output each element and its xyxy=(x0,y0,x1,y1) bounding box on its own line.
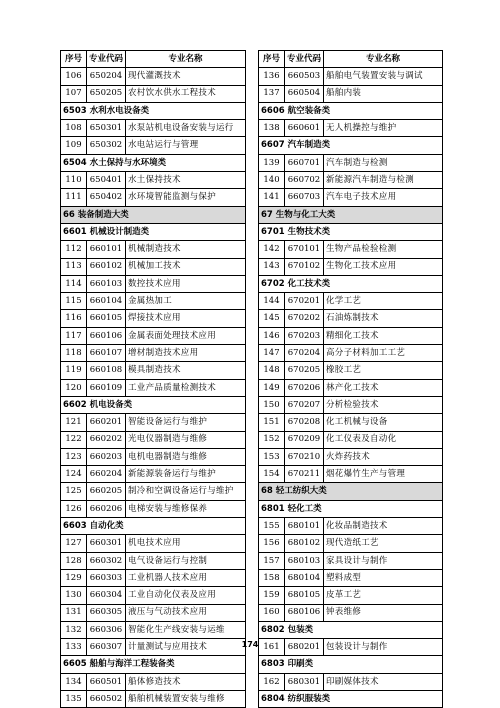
row-code: 660109 xyxy=(87,379,126,396)
row-code: 660102 xyxy=(87,258,126,275)
row-name: 模具制造技术 xyxy=(126,362,246,379)
header-code: 专业代码 xyxy=(87,51,126,68)
table-row xyxy=(61,500,246,517)
row-seq: 149 xyxy=(259,379,285,396)
row-seq: 124 xyxy=(61,466,87,483)
row-seq: 108 xyxy=(61,120,87,137)
row-code: 660601 xyxy=(285,120,324,137)
table-row xyxy=(259,189,443,206)
table-row xyxy=(61,293,246,310)
row-name: 钟表维修 xyxy=(324,604,443,621)
row-name: 烟花爆竹生产与管理 xyxy=(324,466,443,483)
row-code: 660701 xyxy=(285,154,324,171)
row-seq: 148 xyxy=(259,362,285,379)
row-seq: 150 xyxy=(259,396,285,413)
row-name: 生物化工技术应用 xyxy=(324,258,443,275)
row-name: 金属热加工 xyxy=(126,293,246,310)
category-class-label: 6606 航空装备类 xyxy=(259,102,443,119)
row-seq: 156 xyxy=(259,535,285,552)
row-name: 增材制造技术应用 xyxy=(126,345,246,362)
row-seq: 159 xyxy=(259,587,285,604)
table-row xyxy=(259,258,443,275)
row-name: 工业自动化仪表及应用 xyxy=(126,587,246,604)
row-code: 660304 xyxy=(87,587,126,604)
row-name: 水土保持技术 xyxy=(126,172,246,189)
row-seq: 126 xyxy=(61,500,87,517)
row-seq: 116 xyxy=(61,310,87,327)
row-seq: 127 xyxy=(61,535,87,552)
row-code: 660301 xyxy=(87,535,126,552)
row-seq: 134 xyxy=(61,673,87,690)
row-name: 石油炼制技术 xyxy=(324,310,443,327)
row-code: 660702 xyxy=(285,172,324,189)
row-code: 670101 xyxy=(285,241,324,258)
row-code: 670202 xyxy=(285,310,324,327)
row-seq: 113 xyxy=(61,258,87,275)
row-seq: 129 xyxy=(61,569,87,586)
row-seq: 143 xyxy=(259,258,285,275)
category-class-label: 6607 汽车制造类 xyxy=(259,137,443,154)
category-class-label: 6605 船舶与海洋工程装备类 xyxy=(61,656,246,673)
row-name: 金属表面处理技术应用 xyxy=(126,327,246,344)
table-row xyxy=(61,431,246,448)
row-name: 化工仪表及自动化 xyxy=(324,431,443,448)
row-code: 680201 xyxy=(285,639,324,656)
table-row xyxy=(259,466,443,483)
row-seq: 136 xyxy=(259,68,285,85)
row-seq: 141 xyxy=(259,189,285,206)
row-name: 工业产品质量检测技术 xyxy=(126,379,246,396)
row-code: 680101 xyxy=(285,518,324,535)
category-class-label: 6802 包装类 xyxy=(259,621,443,638)
right-major-table xyxy=(258,50,443,708)
row-name: 光电仪器制造与维修 xyxy=(126,431,246,448)
table-row xyxy=(61,673,246,690)
row-seq: 130 xyxy=(61,587,87,604)
row-code: 660203 xyxy=(87,448,126,465)
row-seq: 107 xyxy=(61,85,87,102)
row-name: 机电技术应用 xyxy=(126,535,246,552)
row-code: 670207 xyxy=(285,396,324,413)
row-code: 680102 xyxy=(285,535,324,552)
row-name: 电气设备运行与控制 xyxy=(126,552,246,569)
category-class-row xyxy=(259,102,443,119)
row-code: 670205 xyxy=(285,362,324,379)
header-code: 专业代码 xyxy=(285,51,324,68)
row-seq: 117 xyxy=(61,327,87,344)
category-class-label: 6603 自动化类 xyxy=(61,518,246,535)
table-row xyxy=(61,569,246,586)
row-code: 670102 xyxy=(285,258,324,275)
table-row xyxy=(61,327,246,344)
row-name: 液压与气动技术应用 xyxy=(126,604,246,621)
row-name: 汽车制造与检测 xyxy=(324,154,443,171)
header-seq: 序号 xyxy=(259,51,285,68)
table-row xyxy=(259,379,443,396)
table-row xyxy=(259,241,443,258)
row-code: 670211 xyxy=(285,466,324,483)
row-code: 680103 xyxy=(285,552,324,569)
row-name: 智能化生产线安装与运维 xyxy=(126,621,246,638)
category-class-row xyxy=(61,154,246,171)
row-code: 660101 xyxy=(87,241,126,258)
table-row xyxy=(61,68,246,85)
row-name: 新能源汽车制造与检测 xyxy=(324,172,443,189)
row-code: 660202 xyxy=(87,431,126,448)
category-group-row xyxy=(259,483,443,500)
row-code: 660502 xyxy=(87,690,126,707)
row-name: 新能源装备运行与维护 xyxy=(126,466,246,483)
row-code: 660703 xyxy=(285,189,324,206)
row-code: 670206 xyxy=(285,379,324,396)
category-class-label: 6801 轻化工类 xyxy=(259,500,443,517)
row-name: 化学工艺 xyxy=(324,293,443,310)
category-class-row xyxy=(259,500,443,517)
row-name: 汽车电子技术应用 xyxy=(324,189,443,206)
row-code: 660303 xyxy=(87,569,126,586)
row-seq: 144 xyxy=(259,293,285,310)
row-code: 680105 xyxy=(285,587,324,604)
row-code: 660306 xyxy=(87,621,126,638)
table-row xyxy=(259,604,443,621)
row-code: 660307 xyxy=(87,639,126,656)
category-class-label: 6803 印刷类 xyxy=(259,656,443,673)
row-name: 电机电器制造与维修 xyxy=(126,448,246,465)
row-name: 塑料成型 xyxy=(324,569,443,586)
row-name: 橡胶工艺 xyxy=(324,362,443,379)
table-row xyxy=(259,120,443,137)
row-seq: 146 xyxy=(259,327,285,344)
row-seq: 121 xyxy=(61,414,87,431)
category-class-label: 6702 化工技术类 xyxy=(259,275,443,292)
row-name: 分析检验技术 xyxy=(324,396,443,413)
table-row xyxy=(259,552,443,569)
row-name: 机械加工技术 xyxy=(126,258,246,275)
row-name: 焊接技术应用 xyxy=(126,310,246,327)
row-name: 家具设计与制作 xyxy=(324,552,443,569)
table-row xyxy=(259,569,443,586)
row-seq: 152 xyxy=(259,431,285,448)
row-seq: 115 xyxy=(61,293,87,310)
row-code: 680104 xyxy=(285,569,324,586)
row-code: 670208 xyxy=(285,414,324,431)
row-name: 皮革工艺 xyxy=(324,587,443,604)
row-seq: 161 xyxy=(259,639,285,656)
row-name: 智能设备运行与维护 xyxy=(126,414,246,431)
category-class-row xyxy=(61,518,246,535)
row-code: 660204 xyxy=(87,466,126,483)
table-row xyxy=(61,621,246,638)
category-class-row xyxy=(259,690,443,707)
table-row xyxy=(259,535,443,552)
row-code: 670204 xyxy=(285,345,324,362)
row-name: 船舶内装 xyxy=(324,85,443,102)
category-class-row xyxy=(259,621,443,638)
table-row xyxy=(61,258,246,275)
row-code: 660105 xyxy=(87,310,126,327)
row-code: 660206 xyxy=(87,500,126,517)
row-seq: 109 xyxy=(61,137,87,154)
row-seq: 151 xyxy=(259,414,285,431)
category-group-label: 66 装备制造大类 xyxy=(61,206,246,223)
table-row xyxy=(61,535,246,552)
row-name: 计量测试与应用技术 xyxy=(126,639,246,656)
category-class-label: 6602 机电设备类 xyxy=(61,396,246,413)
category-group-label: 67 生物与化工大类 xyxy=(259,206,443,223)
table-row xyxy=(61,275,246,292)
row-code: 660504 xyxy=(285,85,324,102)
table-row xyxy=(61,172,246,189)
row-code: 650204 xyxy=(87,68,126,85)
page-number: 174 xyxy=(241,640,259,649)
table-row xyxy=(61,552,246,569)
table-row xyxy=(61,587,246,604)
row-seq: 154 xyxy=(259,466,285,483)
row-name: 水环境智能监测与保护 xyxy=(126,189,246,206)
row-seq: 153 xyxy=(259,448,285,465)
row-name: 工业机器人技术应用 xyxy=(126,569,246,586)
table-row xyxy=(61,120,246,137)
table-row xyxy=(61,137,246,154)
table-row xyxy=(259,293,443,310)
table-row xyxy=(259,327,443,344)
row-code: 660503 xyxy=(285,68,324,85)
category-class-row xyxy=(61,656,246,673)
table-row xyxy=(259,362,443,379)
row-code: 660501 xyxy=(87,673,126,690)
row-seq: 131 xyxy=(61,604,87,621)
row-seq: 123 xyxy=(61,448,87,465)
table-row xyxy=(259,587,443,604)
row-code: 660106 xyxy=(87,327,126,344)
category-class-row xyxy=(259,275,443,292)
row-name: 船舶机械装置安装与维修 xyxy=(126,690,246,707)
category-class-row xyxy=(259,137,443,154)
row-name: 林产化工技术 xyxy=(324,379,443,396)
row-seq: 158 xyxy=(259,569,285,586)
row-name: 无人机操控与维护 xyxy=(324,120,443,137)
row-code: 680106 xyxy=(285,604,324,621)
row-code: 660201 xyxy=(87,414,126,431)
row-seq: 122 xyxy=(61,431,87,448)
table-row xyxy=(259,396,443,413)
table-row xyxy=(61,466,246,483)
row-name: 化妆品制造技术 xyxy=(324,518,443,535)
category-group-label: 68 轻工纺织大类 xyxy=(259,483,443,500)
row-seq: 112 xyxy=(61,241,87,258)
row-seq: 147 xyxy=(259,345,285,362)
row-name: 水泵站机电设备安装与运行 xyxy=(126,120,246,137)
category-class-label: 6601 机械设计制造类 xyxy=(61,223,246,240)
row-seq: 138 xyxy=(259,120,285,137)
row-name: 包装设计与制作 xyxy=(324,639,443,656)
row-code: 650205 xyxy=(87,85,126,102)
category-class-row xyxy=(259,656,443,673)
category-class-label: 6504 水土保持与水环境类 xyxy=(61,154,246,171)
table-row xyxy=(61,85,246,102)
row-code: 670210 xyxy=(285,448,324,465)
row-seq: 125 xyxy=(61,483,87,500)
row-name: 船舶电气装置安装与调试 xyxy=(324,68,443,85)
table-row xyxy=(61,310,246,327)
row-name: 印刷媒体技术 xyxy=(324,673,443,690)
row-name: 生物产品检验检测 xyxy=(324,241,443,258)
table-row xyxy=(61,241,246,258)
left-major-table xyxy=(60,50,246,708)
category-class-row xyxy=(259,223,443,240)
table-row xyxy=(259,518,443,535)
row-name: 机械制造技术 xyxy=(126,241,246,258)
category-class-row xyxy=(61,102,246,119)
row-name: 现代灌溉技术 xyxy=(126,68,246,85)
table-row xyxy=(259,154,443,171)
row-seq: 155 xyxy=(259,518,285,535)
table-row xyxy=(259,345,443,362)
row-code: 660107 xyxy=(87,345,126,362)
category-class-row xyxy=(61,223,246,240)
header-name: 专业名称 xyxy=(324,51,443,68)
table-row xyxy=(61,345,246,362)
category-class-label: 6503 水利水电设备类 xyxy=(61,102,246,119)
row-code: 660205 xyxy=(87,483,126,500)
row-code: 660108 xyxy=(87,362,126,379)
table-row xyxy=(61,483,246,500)
table-row xyxy=(61,189,246,206)
row-seq: 120 xyxy=(61,379,87,396)
table-row xyxy=(61,604,246,621)
table-row xyxy=(259,414,443,431)
table-row xyxy=(61,362,246,379)
row-seq: 106 xyxy=(61,68,87,85)
header-name: 专业名称 xyxy=(126,51,246,68)
row-seq: 114 xyxy=(61,275,87,292)
table-row xyxy=(61,690,246,707)
row-code: 660103 xyxy=(87,275,126,292)
row-code: 680301 xyxy=(285,673,324,690)
row-seq: 118 xyxy=(61,345,87,362)
row-code: 660104 xyxy=(87,293,126,310)
row-name: 制冷和空调设备运行与维护 xyxy=(126,483,246,500)
row-name: 水电站运行与管理 xyxy=(126,137,246,154)
category-group-row xyxy=(259,206,443,223)
category-class-label: 6804 纺织服装类 xyxy=(259,690,443,707)
row-code: 650301 xyxy=(87,120,126,137)
table-row xyxy=(61,379,246,396)
table-row xyxy=(259,172,443,189)
table-row xyxy=(259,85,443,102)
row-seq: 140 xyxy=(259,172,285,189)
row-seq: 111 xyxy=(61,189,87,206)
row-seq: 132 xyxy=(61,621,87,638)
row-code: 670203 xyxy=(285,327,324,344)
header-seq: 序号 xyxy=(61,51,87,68)
row-name: 数控技术应用 xyxy=(126,275,246,292)
table-header-row xyxy=(61,51,246,68)
row-code: 650401 xyxy=(87,172,126,189)
row-seq: 133 xyxy=(61,639,87,656)
row-seq: 157 xyxy=(259,552,285,569)
row-name: 化工机械与设备 xyxy=(324,414,443,431)
row-seq: 139 xyxy=(259,154,285,171)
row-code: 650402 xyxy=(87,189,126,206)
table-row xyxy=(259,310,443,327)
row-seq: 137 xyxy=(259,85,285,102)
row-code: 660302 xyxy=(87,552,126,569)
row-seq: 162 xyxy=(259,673,285,690)
row-seq: 160 xyxy=(259,604,285,621)
table-row xyxy=(259,673,443,690)
row-code: 660305 xyxy=(87,604,126,621)
category-class-label: 6701 生物技术类 xyxy=(259,223,443,240)
row-code: 670201 xyxy=(285,293,324,310)
row-seq: 135 xyxy=(61,690,87,707)
table-row xyxy=(259,448,443,465)
category-class-row xyxy=(61,396,246,413)
row-code: 650302 xyxy=(87,137,126,154)
row-name: 高分子材料加工工艺 xyxy=(324,345,443,362)
row-name: 农村饮水供水工程技术 xyxy=(126,85,246,102)
table-row xyxy=(61,414,246,431)
row-seq: 119 xyxy=(61,362,87,379)
row-name: 船体修造技术 xyxy=(126,673,246,690)
row-name: 精细化工技术 xyxy=(324,327,443,344)
row-name: 电梯安装与维修保养 xyxy=(126,500,246,517)
category-group-row xyxy=(61,206,246,223)
row-name: 火炸药技术 xyxy=(324,448,443,465)
row-seq: 142 xyxy=(259,241,285,258)
row-seq: 145 xyxy=(259,310,285,327)
row-seq: 110 xyxy=(61,172,87,189)
row-name: 现代造纸工艺 xyxy=(324,535,443,552)
row-code: 670209 xyxy=(285,431,324,448)
row-seq: 128 xyxy=(61,552,87,569)
table-row xyxy=(259,68,443,85)
table-header-row xyxy=(259,51,443,68)
table-row xyxy=(61,448,246,465)
table-row xyxy=(259,431,443,448)
